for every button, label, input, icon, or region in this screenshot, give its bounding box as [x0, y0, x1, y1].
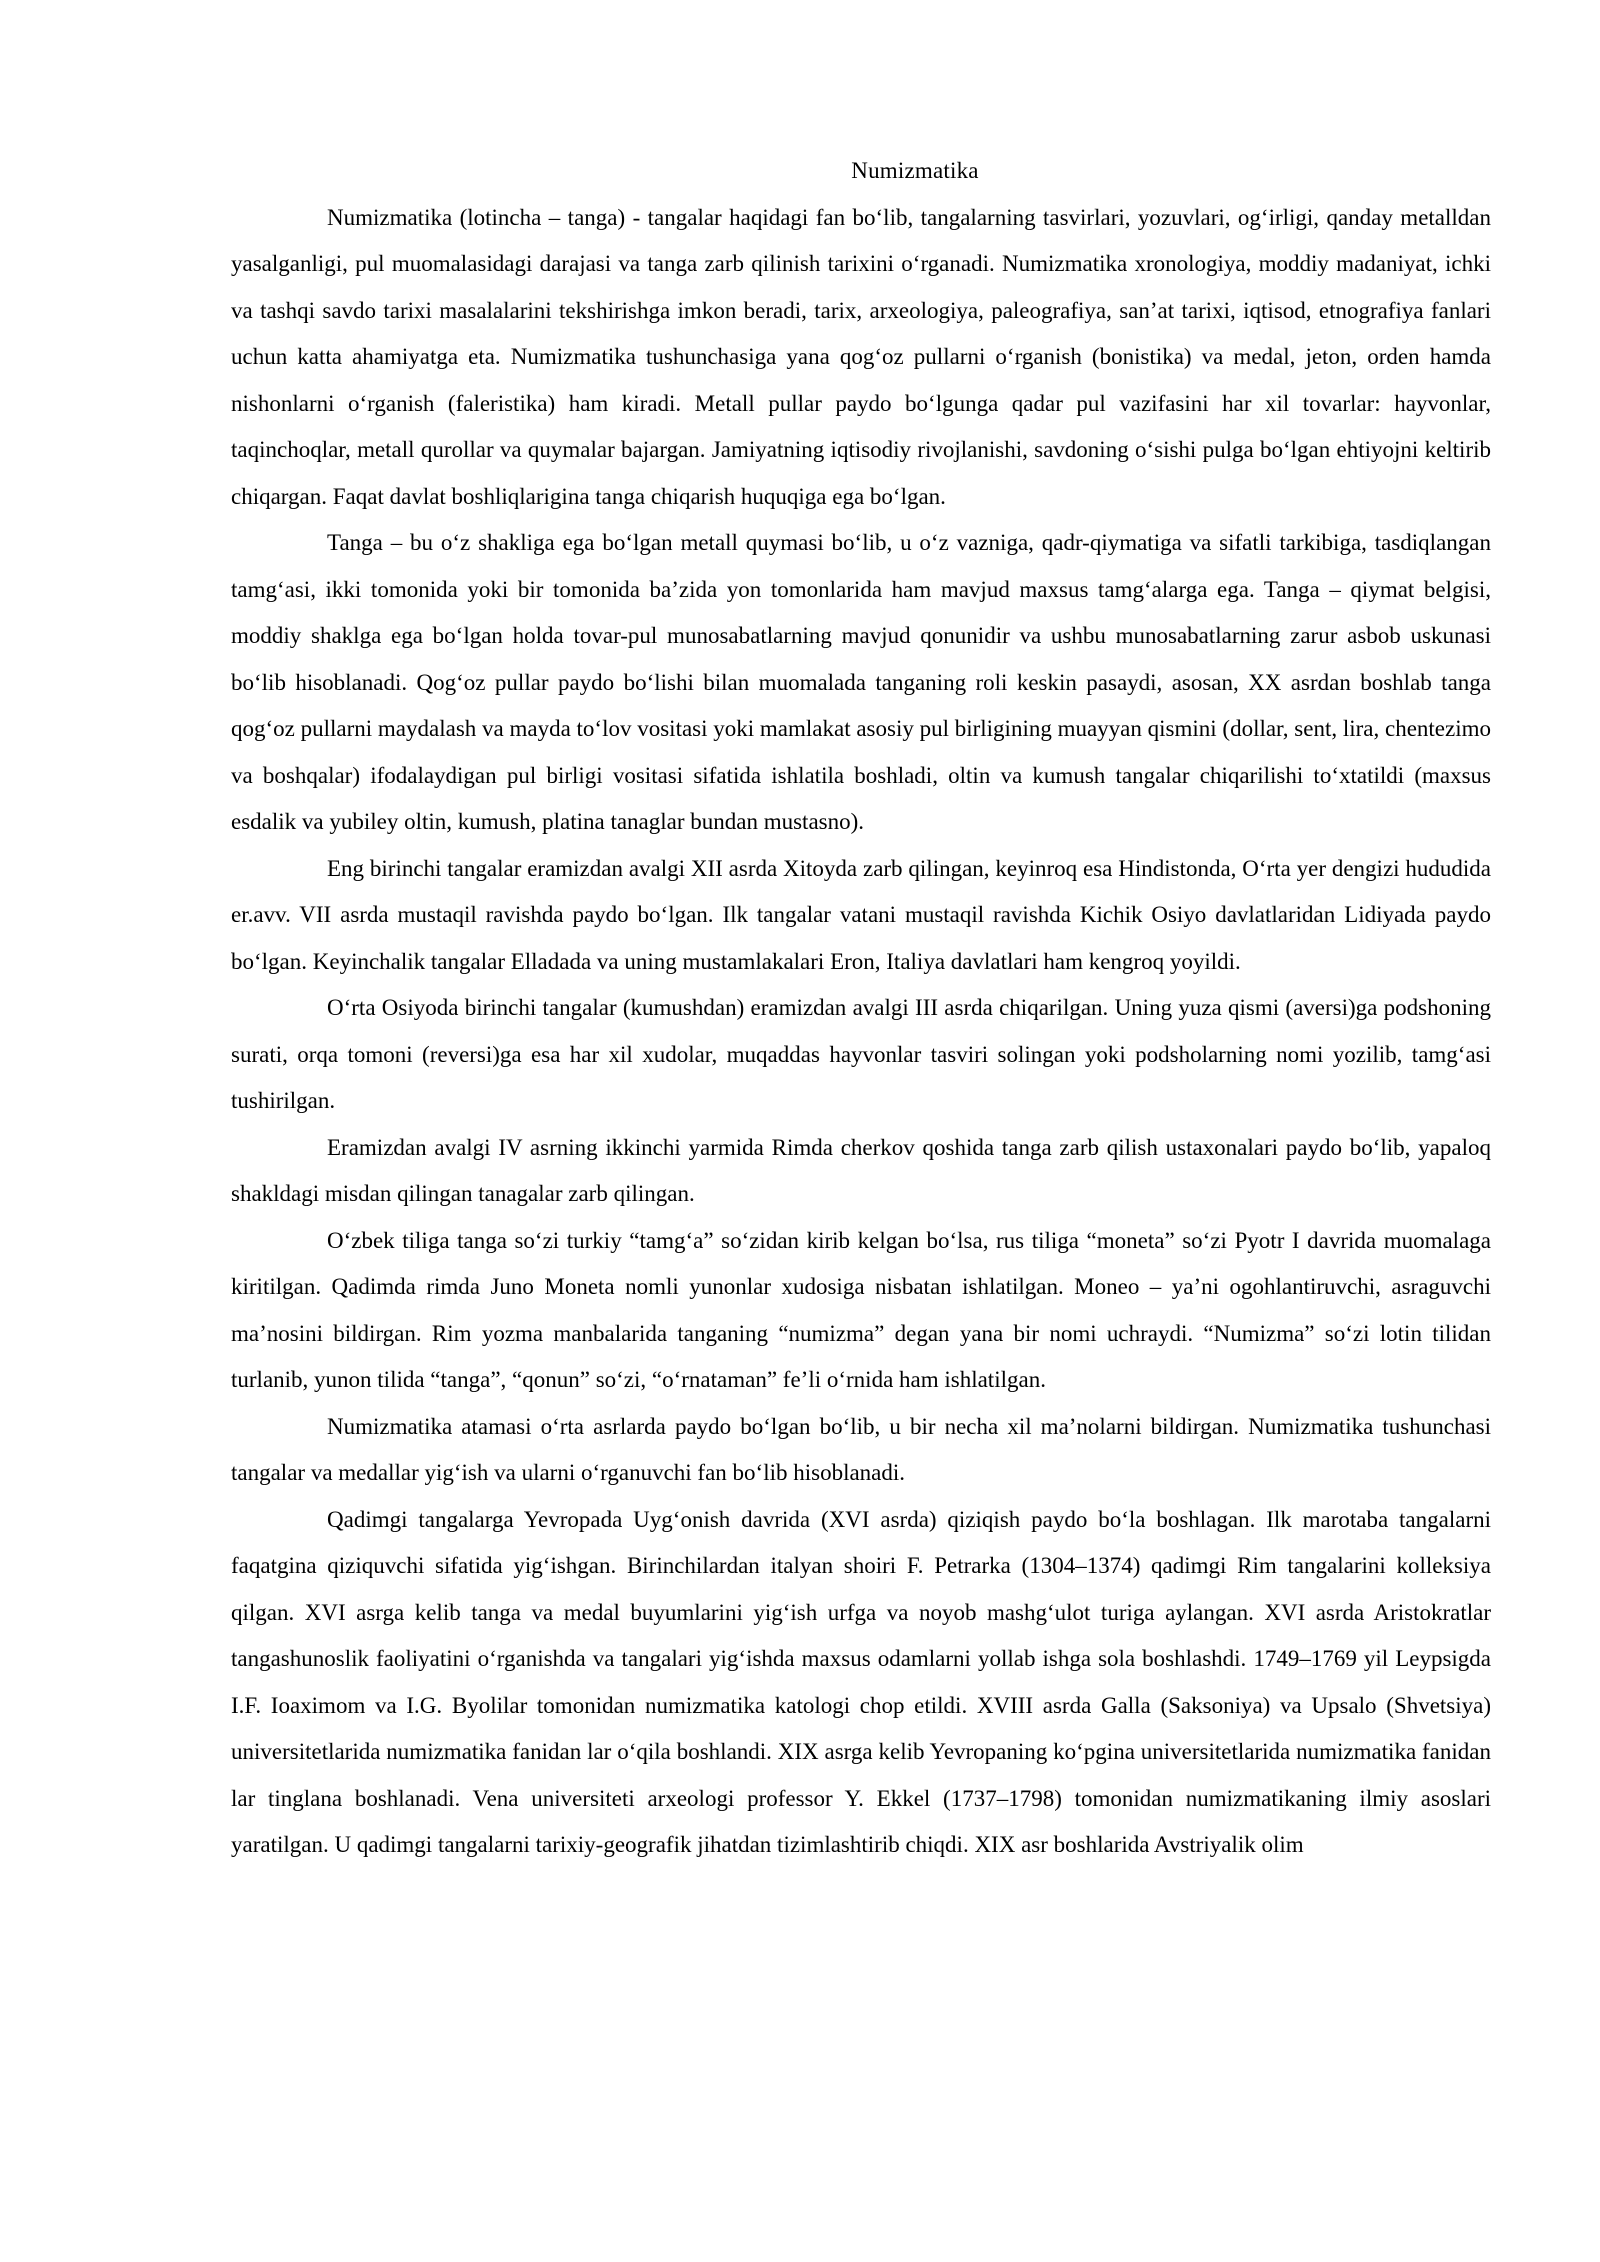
paragraph-definition: Numizmatika (lotincha – tanga) - tangalar haqidagi fan bo‘lib, tangalarning tasvirlari, yozuvlari, og‘irligi, qanday metalldan yasalganligi, pul muomalasidagi darajasi va tanga zarb qilinish tarixini o‘rganadi. Numizmatika xronologiya, moddiy madaniyat, ichki va tashqi savdo tarixi masalalarini tekshirishga imkon beradi, tarix, arxeologiya, paleografiya, san’at tarixi, iqtisod, etnografiya fanlari uchun katta ahamiyatga eta. Numizmatika tushunchasiga yana qog‘oz pullarni o‘rganish (bonistika) va medal, jeton, orden hamda nishonlarni o‘rganish (faleristika) ham kiradi. Metall pullar paydo bo‘lgunga qadar pul vazifasini har xil tovarlar: hayvonlar, taqinchoqlar, metall qurollar va quymalar bajargan. Jamiyatning iqtisodiy rivojlanishi, savdoning o‘sishi pulga bo‘lgan ehtiyojni keltirib chiqargan. Faqat davlat boshliqlarigina tanga chiqarish huquqiga ega bo‘lgan. — [231, 204, 1491, 509]
paragraph-coin-description: Tanga – bu o‘z shakliga ega bo‘lgan metall quymasi bo‘lib, u o‘z vazniga, qadr-qiymatiga va sifatli tarkibiga, tasdiqlangan tamg‘asi, ikki tomonida yoki bir tomonida ba’zida yon tomonlarida ham mavjud maxsus tamg‘alarga ega. Tanga – qiymat belgisi, moddiy shaklga ega bo‘lgan holda tovar-pul munosabatlarning mavjud qonunidir va ushbu munosabatlarning zarur asbob uskunasi bo‘lib hisoblanadi. Qog‘oz pullar paydo bo‘lishi bilan muomalada tanganing roli keskin pasaydi, asosan, XX asrdan boshlab tanga qog‘oz pullarni maydalash va mayda to‘lov vositasi yoki mamlakat asosiy pul birligining muayyan qismini (dollar, sent, lira, chentezimo va boshqalar) ifodalaydigan pul birligi vositasi sifatida ishlatila boshladi, oltin va kumush tangalar chiqarilishi to‘xtatildi (maxsus esdalik va yubiley oltin, kumush, platina tanaglar bundan mustasno). — [231, 530, 1491, 834]
paragraph-rome-mints: Eramizdan avalgi IV asrning ikkinchi yarmida Rimda cherkov qoshida tanga zarb qilish ustaxonalari paydo bo‘lib, yapaloq shakldagi misdan qilingan tanagalar zarb qilingan. — [231, 1134, 1491, 1206]
page-title: Numizmatika — [851, 158, 979, 183]
paragraph-history-europe: Qadimgi tangalarga Yevropada Uyg‘onish davrida (XVI asrda) qiziqish paydo bo‘la boshlagan. Ilk marotaba tangalarni faqatgina qiziquvchi sifatida yig‘ishgan. Birinchilardan italyan shoiri F. Petrarka (1304–1374) qadimgi Rim tangalarini kolleksiya qilgan. XVI asrga kelib tanga va medal buyumlarini yig‘ish urfga va noyob mashg‘ulot turiga aylangan. XVI asrda Aristokratlar tangashunoslik faoliyatini o‘rganishda va tangalari yig‘ishda maxsus odamlarni yollab ishga sola boshlashdi. 1749–1769 yil Leypsigda I.F. Ioaximom va I.G. Byolilar tomonidan numizmatika katologi chop etildi. XVIII asrda Galla (Saksoniya) va Upsalo (Shvetsiya) universitetlarida numizmatika fanidan lar o‘qila boshlandi. XIX asrga kelib Yevropaning ko‘pgina universitetlarida numizmatika fanidan lar tinglana boshlanadi. Vena universiteti arxeologi professor Y. Ekkel (1737–1798) tomonidan numizmatikaning ilmiy asoslari yaratilgan. U qadimgi tangalarni tarixiy-geografik jihatdan tizimlashtirib chiqdi. XIX asr boshlarida Avstriyalik olim — [231, 1506, 1491, 1857]
paragraph-central-asia: O‘rta Osiyoda birinchi tangalar (kumushdan) eramizdan avalgi III asrda chiqarilgan. Uning yuza qismi (aversi)ga podshoning surati, orqa tomoni (reversi)ga esa har xil xudolar, muqaddas hayvonlar tasviri solingan yoki podsholarning nomi yozilib, tamg‘asi tushirilgan. — [231, 995, 1491, 1113]
paragraph-term-origin: Numizmatika atamasi o‘rta asrlarda paydo bo‘lgan bo‘lib, u bir necha xil ma’nolarni bildirgan. Numizmatika tushunchasi tangalar va medallar yig‘ish va ularni o‘rganuvchi fan bo‘lib hisoblanadi. — [231, 1413, 1491, 1485]
document-body — [231, 148, 1491, 1869]
paragraph-etymology: O‘zbek tiliga tanga so‘zi turkiy “tamg‘a” so‘zidan kirib kelgan bo‘lsa, rus tiliga “moneta” so‘zi Pyotr I davrida muomalaga kiritilgan. Qadimda rimda Juno Moneta nomli yunonlar xudosiga nisbatan ishlatilgan. Moneo – ya’ni ogohlantiruvchi, asraguvchi ma’nosini bildirgan. Rim yozma manbalarida tanganing “numizma” degan yana bir nomi uchraydi. “Numizma” so‘zi lotin tilidan turlanib, yunon tilida “tanga”, “qonun” so‘zi, “o‘rnataman” fe’li o‘rnida ham ishlatilgan. — [231, 1227, 1491, 1392]
paragraph-first-coins: Eng birinchi tangalar eramizdan avalgi XII asrda Xitoyda zarb qilingan, keyinroq esa Hindistonda, O‘rta yer dengizi hududida er.avv. VII asrda mustaqil ravishda paydo bo‘lgan. Ilk tangalar vatani mustaqil ravishda Kichik Osiyo davlatlaridan Lidiyada paydo bo‘lgan. Keyinchalik tangalar Elladada va uning mustamlakalari Eron, Italiya davlatlari ham kengroq yoyildi. — [231, 855, 1491, 974]
